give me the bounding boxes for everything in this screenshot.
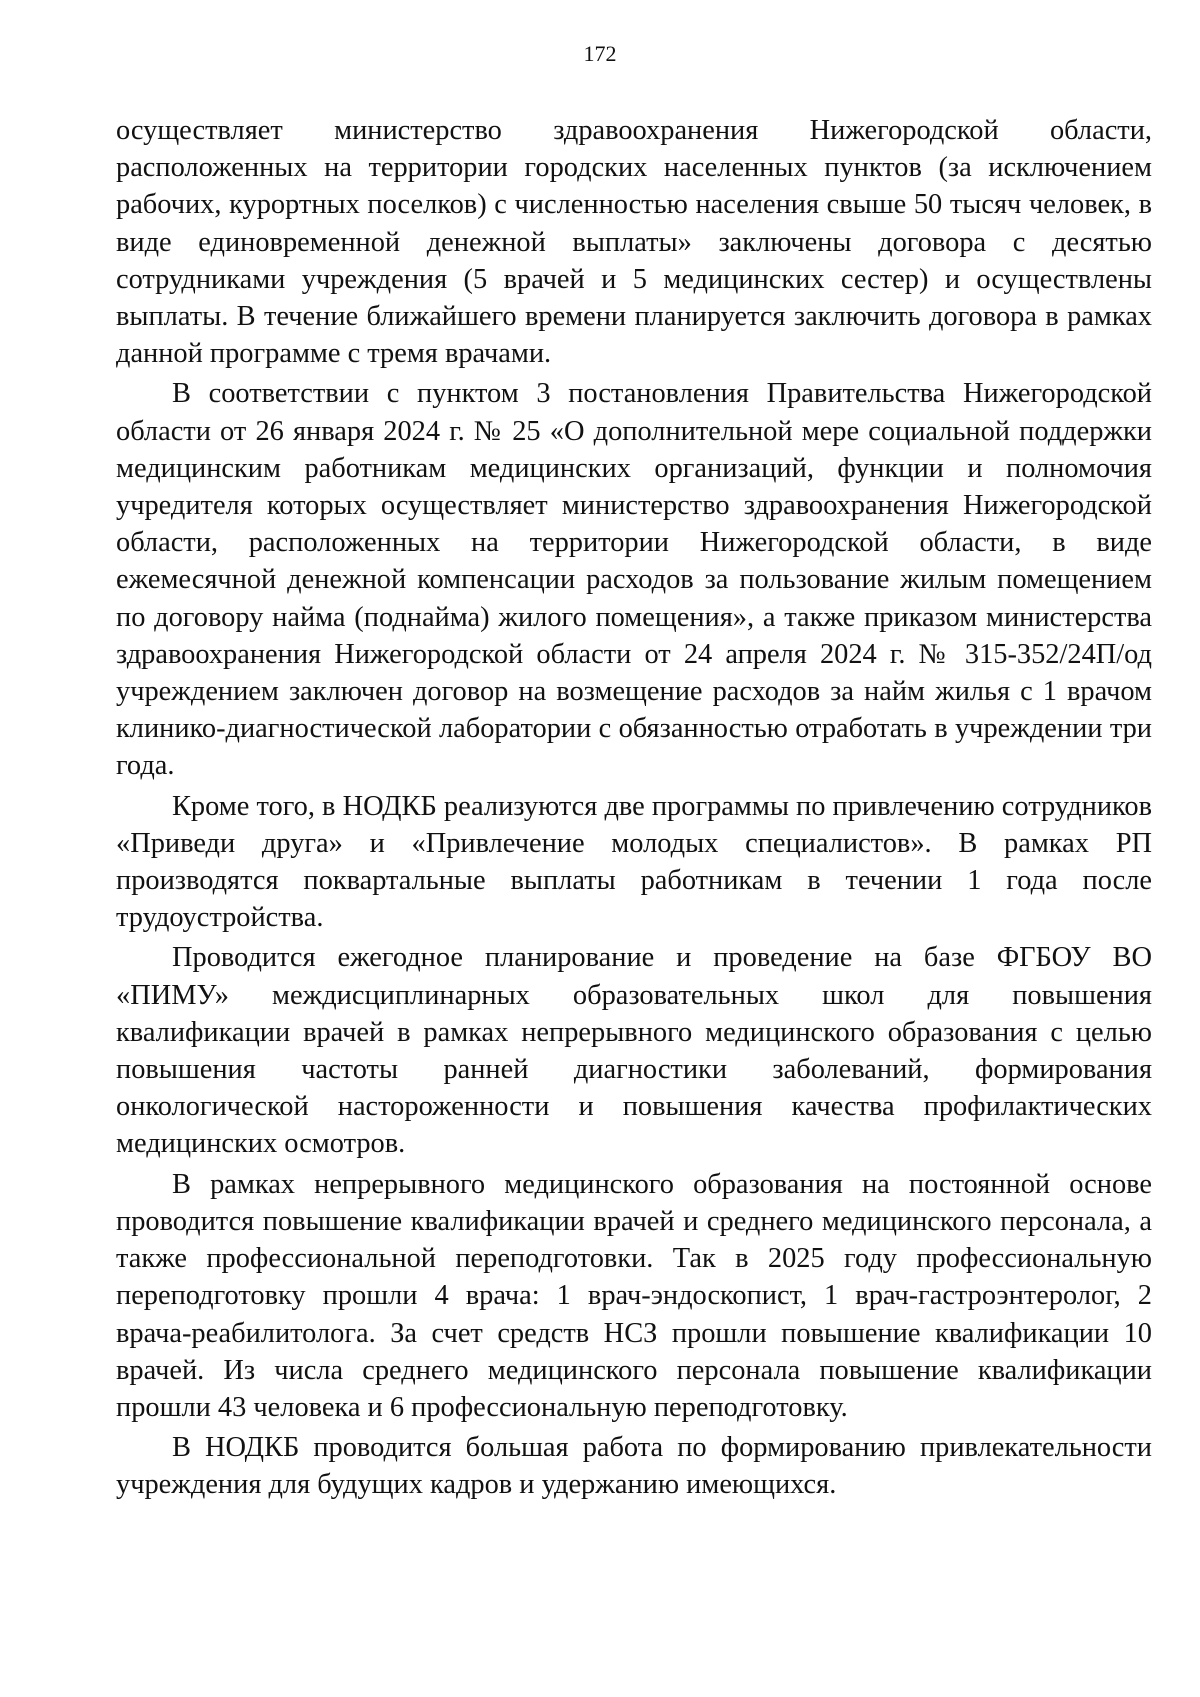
paragraph-continuing-education: В рамках непрерывного медицинского образования на постоянной основе проводится повышение квалификации врачей и среднего медицинского персонала, а также профессиональной переподготовки. Так в 2025 году профессиональную переподготовку прошли 4 врача: 1 врач-эндоскопист, 1 врач-гастроэнтеролог, 2 врача-реабилитолога. За счет средств НСЗ прошли повышение квалификации 10 врачей. Из числа среднего медицинского персонала повышение квалификации прошли 43 человека и 6 профессиональную переподготовку. [116,1168,1152,1423]
paragraph-continuation: осуществляет министерство здравоохранения Нижегородской области, расположенных на территории городских населенных пунктов (за исключением рабочих, курортных поселков) с численностью населения свыше 50 тысяч человек, в виде единовременной денежной выплаты» заключены договора с десятью сотрудниками учреждения (5 врачей и 5 медицинских сестер) и осуществлены выплаты. В течение ближайшего времени планируется заключить договора в рамках данной программе с тремя врачами. [116,115,1152,370]
paragraph-attractiveness: В НОДКБ проводится большая работа по формированию привлекательности учреждения для будущих кадров и удержанию имеющихся. [116,1432,1152,1501]
document-body [116,112,1152,1507]
paragraph-housing-compensation: В соответствии с пунктом 3 постановления Правительства Нижегородской области от 26 января 2024 г. № 25 «О дополнительной мере социальной поддержки медицинским работникам медицинских организаций, функции и полномочия учредителя которых осуществляет министерство здравоохранения Нижегородской области, расположенных на территории Нижегородской области, в виде ежемесячной денежной компенсации расходов за пользование жилым помещением по договору найма (поднайма) жилого помещения», а также приказом министерства здравоохранения Нижегородской области от 24 апреля 2024 г. № 315-352/24П/од учреждением заключен договор на возмещение расходов за найм жилья с 1 врачом клинико-диагностической лаборатории с обязанностью отработать в учреждении три года. [116,378,1152,782]
paragraph-interdisciplinary-schools: Проводится ежегодное планирование и проведение на базе ФГБОУ ВО «ПИМУ» междисциплинарных образовательных школ для повышения квалификации врачей в рамках непрерывного медицинского образования с целью повышения частоты ранней диагностики заболеваний, формирования онкологической настороженности и повышения качества профилактических медицинских осмотров. [116,942,1152,1160]
paragraph-recruitment-programs: Кроме того, в НОДКБ реализуются две программы по привлечению сотрудников «Приведи друга» и «Привлечение молодых специалистов». В рамках РП производятся поквартальные выплаты работникам в течении 1 года после трудоустройства. [116,790,1152,934]
page-number: 172 [583,41,617,66]
